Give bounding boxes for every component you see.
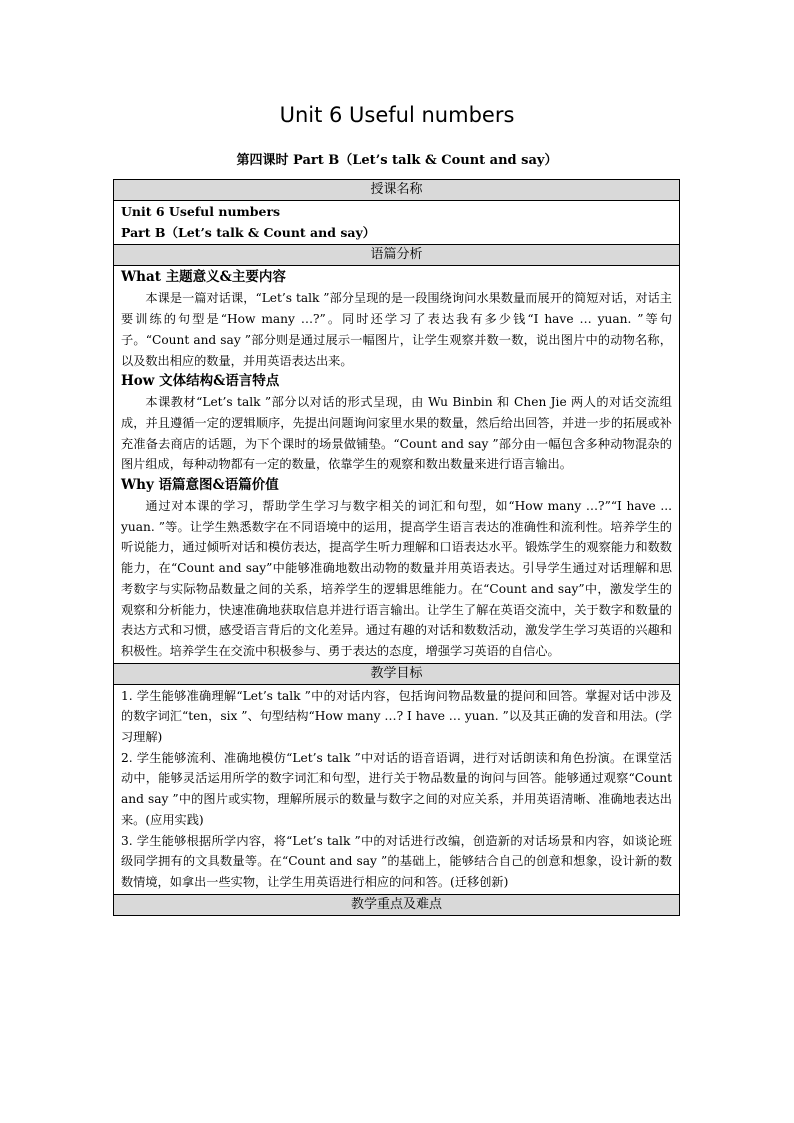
lesson-subtitle: 第四课时 Part B（Let’s talk & Count and say）	[236, 153, 558, 168]
lesson-name-line2: Part B（Let’s talk & Count and say）	[121, 224, 376, 240]
table-row	[114, 245, 680, 266]
table-row	[114, 894, 680, 915]
analysis-cell	[114, 266, 680, 663]
why-heading: Why 语篇意图&语篇价值	[121, 477, 279, 494]
table-row	[114, 201, 680, 245]
key-points-header: 教学重点及难点	[114, 894, 680, 915]
what-text: 本课是一篇对话课，“Let’s talk ”部分呈现的是一段围绕询问水果数量而展开的简短对话，对话主要训练的句型是“How many …?”。同时还学习了表达我有多少钱“I have … yuan. ”等句子。“Count and say ”部分则是通过展示一幅图片，让学生观察并数一数，说出图片中的动物名称，以及数出相应的数量，并用英语表达出来。	[121, 291, 672, 368]
document-title: Unit 6 Useful numbers	[279, 103, 515, 127]
how-heading: How 文体结构&语言特点	[121, 373, 280, 390]
lesson-plan-table	[113, 179, 680, 916]
objective-3: 3. 学生能够根据所学内容，将“Let’s talk ”中的对话进行改编，创造新的对话场景和内容，如谈论班级同学拥有的文具数量等。在“Count and say ”的基础上，能够结合自己的创意和想象，设计新的数数情境，如拿出一些实物，让学生用英语进行相应的问和答。(迁移创新)	[121, 833, 672, 889]
objectives-cell	[114, 684, 680, 894]
objective-2: 2. 学生能够流利、准确地模仿“Let’s talk ”中对话的语音语调，进行对话朗读和角色扮演。在课堂活动中，能够灵活运用所学的数字词汇和句型，进行关于物品数量的询问与回答。能够通过观察“Count and say ”中的图片或实物，理解所展示的数量与数字之间的对应关系，并用英语清晰、准确地表达出来。(应用实践)	[121, 750, 672, 827]
what-heading: What 主题意义&主要内容	[121, 269, 286, 286]
lesson-name-line1: Unit 6 Useful numbers	[121, 204, 281, 219]
lesson-name-header: 授课名称	[114, 180, 680, 201]
table-row	[114, 266, 680, 663]
objective-1: 1. 学生能够准确理解“Let’s talk ”中的对话内容，包括询问物品数量的提问和回答。掌握对话中涉及的数字词汇“ten，six ”、句型结构“How many …? I have … yuan. ”以及其正确的发音和用法。(学习理解)	[121, 688, 672, 745]
table-row	[114, 180, 680, 201]
objectives-header: 教学目标	[114, 663, 680, 684]
analysis-header: 语篇分析	[114, 245, 680, 266]
why-text: 通过对本课的学习，帮助学生学习与数字相关的词汇和句型，如“How many …?”“I have ... yuan. ”等。让学生熟悉数字在不同语境中的运用，提高学生语言表达的准确性和流利性。培养学生的听说能力，通过倾听对话和模仿表达，提高学生听力理解和口语表达水平。锻炼学生的观察能力和数数能力，在“Count and say”中能够准确地数出动物的数量并用英语表达。引导学生通过对话理解和思考数字与实际物品数量之间的关系，培养学生的逻辑思维能力。在“Count and say”中，激发学生的观察和分析能力，快速准确地获取信息并进行语言输出。让学生了解在英语交流中，关于数字和数量的表达方式和习惯，感受语言背后的文化差异。通过有趣的对话和数数活动，激发学生学习英语的兴趣和积极性。培养学生在交流中积极参与、勇于表达的态度，增强学习英语的自信心。	[121, 499, 672, 658]
how-text: 本课教材“Let’s talk ”部分以对话的形式呈现，由 Wu Binbin 和 Chen Jie 两人的对话交流组成，并且遵循一定的逻辑顺序，先提出问题询问家里水果的数量，然后给出回答，并进一步的拓展或补充准备去商店的话题，为下个课时的场景做铺垫。“Count and say ”部分由一幅包含多种动物混杂的图片组成，每种动物都有一定的数量，依靠学生的观察和数出数量来进行语言输出。	[121, 395, 672, 472]
lesson-name-cell	[114, 201, 680, 245]
table-row	[114, 663, 680, 684]
table-row	[114, 684, 680, 894]
